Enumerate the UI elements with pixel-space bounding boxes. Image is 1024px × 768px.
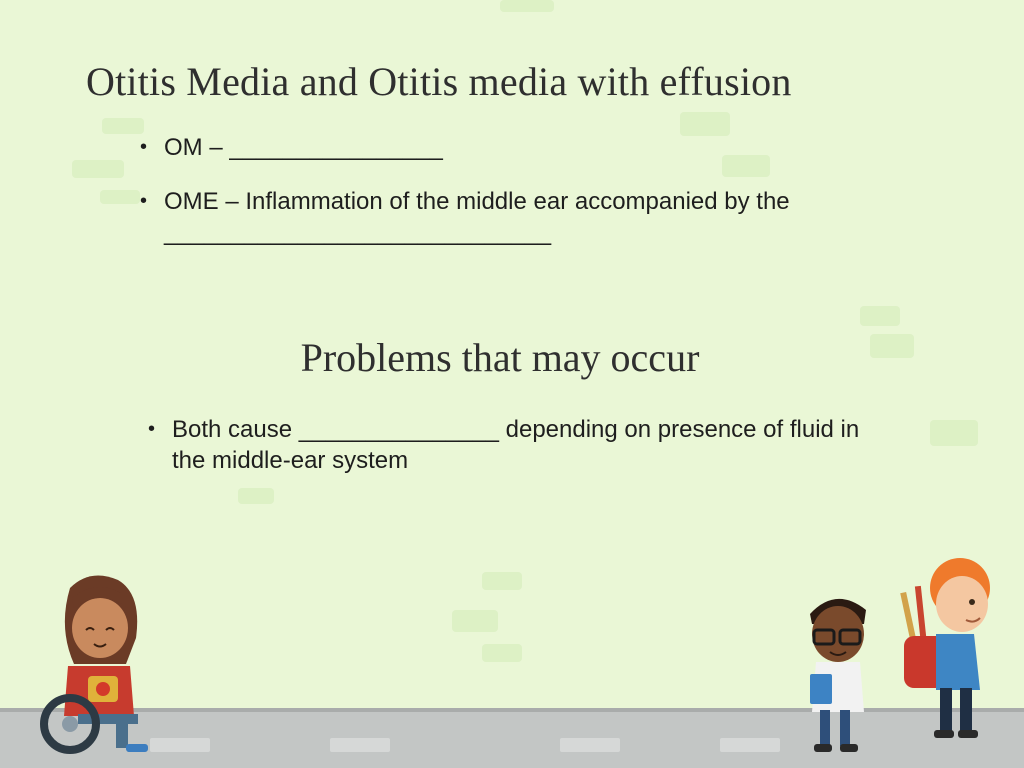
bullet-ome: • OME – Inflammation of the middle ear accompanied by the _____________________________ bbox=[138, 186, 878, 248]
boy-with-backpack-illustration bbox=[896, 552, 1006, 748]
bullet-both-cause: • Both cause _______________ depending on presence of fluid in the middle-ear system bbox=[146, 414, 886, 476]
section-subtitle: Problems that may occur bbox=[300, 335, 700, 380]
bottom-bullet-list bbox=[146, 414, 886, 499]
chalk-mark bbox=[452, 610, 498, 632]
slide-title: Otitis Media and Otitis media with effusion bbox=[86, 59, 792, 104]
top-bullet-list bbox=[138, 132, 878, 271]
floor-stripe bbox=[720, 738, 780, 752]
floor-stripe bbox=[560, 738, 620, 752]
floor-stripe bbox=[330, 738, 390, 752]
girl-in-wheelchair-illustration bbox=[30, 568, 160, 758]
chalk-mark bbox=[482, 572, 522, 590]
chalk-mark bbox=[500, 0, 554, 12]
bullet-om: • OM – ________________ bbox=[138, 132, 878, 163]
boy-with-glasses-illustration bbox=[800, 590, 880, 756]
chalk-mark bbox=[100, 190, 140, 204]
chalk-mark bbox=[930, 420, 978, 446]
chalk-mark bbox=[482, 644, 522, 662]
chalk-mark bbox=[860, 306, 900, 326]
chalk-mark bbox=[72, 160, 124, 178]
